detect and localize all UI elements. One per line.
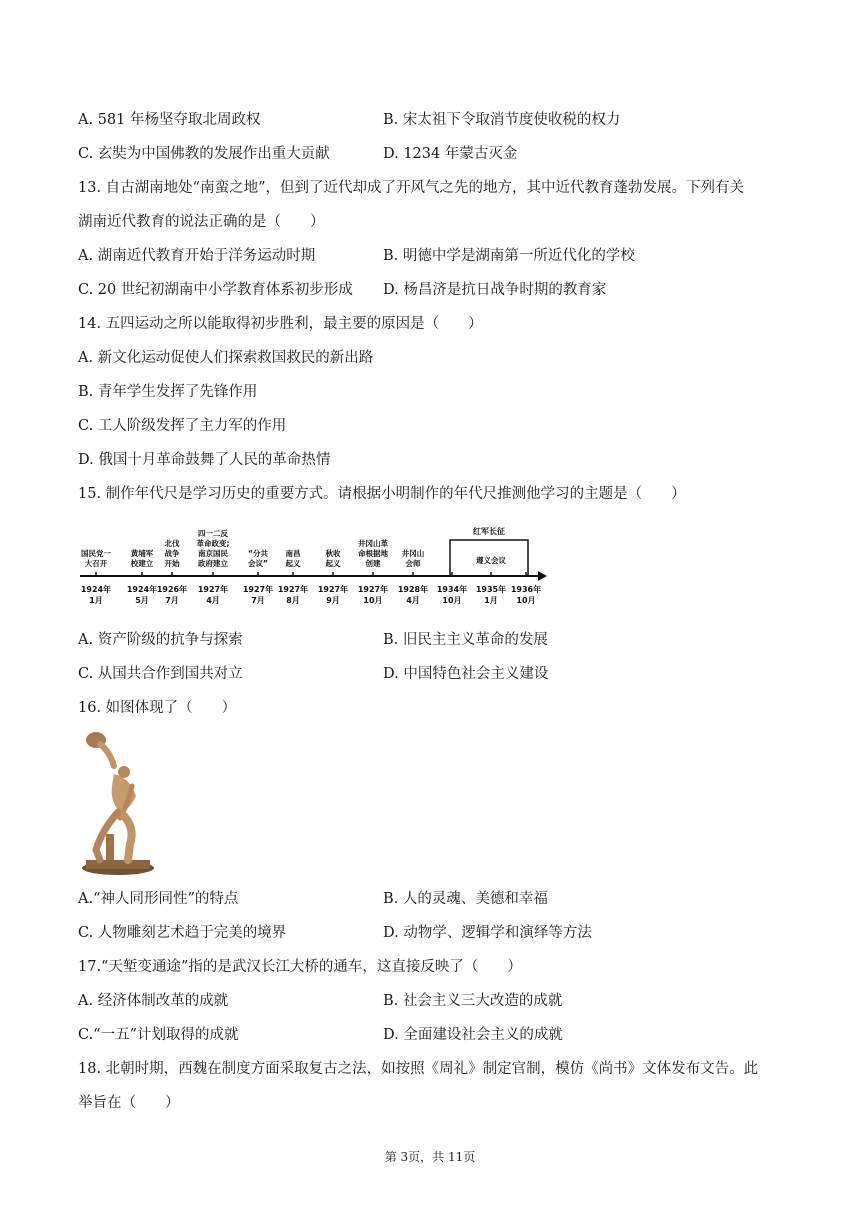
timeline-date-label: 8月 <box>286 596 300 605</box>
text-line-q16b: B. 人的灵魂、美德和幸福 <box>383 891 548 907</box>
timeline-event-label: 大召开 <box>84 559 108 568</box>
timeline-event-label: “分共 <box>248 549 268 558</box>
timeline-event-label: 国民党一 <box>81 549 111 558</box>
text-line-q14a: A. 新文化运动促使人们探索救国救民的新出路 <box>78 350 374 366</box>
timeline-date-label: 1928年 <box>397 585 429 594</box>
text-line-q13oA: A. 湖南近代教育开始于洋务运动时期 <box>78 248 316 264</box>
timeline-date-label: 10月 <box>442 596 462 605</box>
timeline-event-label: 遵义会议 <box>476 556 506 565</box>
text-line-q17b: B. 社会主义三大改造的成就 <box>383 993 563 1009</box>
timeline-date-label: 4月 <box>206 596 220 605</box>
timeline-date-label: 9月 <box>326 596 340 605</box>
text-line-q12d: D. 1234 年蒙古灭金 <box>383 146 518 162</box>
timeline-date-label: 1936年 <box>510 585 542 594</box>
text-line-q14: 14. 五四运动之所以能取得初步胜利，最主要的原因是（ ） <box>78 316 483 332</box>
timeline-date-label: 1924年 <box>126 585 158 594</box>
text-line-q14c: C. 工人阶级发挥了主力军的作用 <box>78 418 287 434</box>
timeline-date-label: 1927年 <box>357 585 389 594</box>
timeline-event-label: 会师 <box>405 559 421 568</box>
timeline-figure <box>80 512 550 617</box>
timeline-date-label: 7月 <box>251 596 265 605</box>
timeline-date-label: 7月 <box>165 596 179 605</box>
timeline-date-label: 1934年 <box>436 585 468 594</box>
timeline-event-label: 创建 <box>365 559 381 568</box>
text-line-q17c: C.“一五”计划取得的成就 <box>78 1027 239 1043</box>
timeline-date-label: 1924年 <box>80 585 112 594</box>
text-line-q13oB: B. 明德中学是湖南第一所近代化的学校 <box>383 248 635 264</box>
text-line-q15c: C. 从国共合作到国共对立 <box>78 666 243 682</box>
text-line-q15b: B. 旧民主主义革命的发展 <box>383 632 548 648</box>
timeline-date-label: 1927年 <box>242 585 274 594</box>
text-line-q13b: 湖南近代教育的说法正确的是（ ） <box>78 214 325 230</box>
timeline-date-label: 1927年 <box>197 585 229 594</box>
long-march-label: 红军长征 <box>473 527 505 536</box>
timeline-event-label: 开始 <box>164 559 180 568</box>
timeline-date-label: 1935年 <box>475 585 507 594</box>
timeline-event-label: 南昌 <box>285 549 301 558</box>
timeline-date-label: 5月 <box>135 596 149 605</box>
timeline-date-label: 1927年 <box>277 585 309 594</box>
text-line-q13oC: C. 20 世纪初湖南中小学教育体系初步形成 <box>78 282 353 298</box>
timeline-event-label: 校建立 <box>130 559 154 568</box>
timeline-date-label: 1月 <box>484 596 498 605</box>
timeline-date-label: 1926年 <box>156 585 188 594</box>
timeline-event-label: 命根据地 <box>358 549 388 558</box>
text-line-q12c: C. 玄奘为中国佛教的发展作出重大贡献 <box>78 146 330 162</box>
text-line-q16c: C. 人物雕刻艺术趋于完美的境界 <box>78 925 287 941</box>
text-line-q18a: 18. 北朝时期，西魏在制度方面采取复古之法，如按照《周礼》制定官制，模仿《尚书》文体发布文告。此 <box>78 1061 759 1077</box>
text-line-q14b: B. 青年学生发挥了先锋作用 <box>78 384 258 400</box>
text-line-q15a: A. 资产阶级的抗争与探索 <box>78 632 243 648</box>
text-line-q13a: 13. 自古湖南地处“南蛮之地”，但到了近代却成了开风气之先的地方，其中近代教育蓬勃发展。下列有关 <box>78 180 744 196</box>
timeline-event-label: 战争 <box>164 549 180 558</box>
timeline-date-label: 1月 <box>89 596 103 605</box>
timeline-event-label: 四一二反 <box>198 529 228 538</box>
text-line-q17d: D. 全面建设社会主义的成就 <box>383 1027 563 1043</box>
timeline-date-label: 1927年 <box>317 585 349 594</box>
timeline-date-label: 10月 <box>363 596 383 605</box>
timeline-event-label: 北伐 <box>164 539 180 548</box>
text-line-q17a: A. 经济体制改革的成就 <box>78 993 229 1009</box>
text-line-q18b: 举旨在（ ） <box>78 1095 180 1111</box>
discus-thrower-statue-image <box>80 722 158 878</box>
timeline-event-label: 革命政变; <box>196 539 230 548</box>
text-line-q15d: D. 中国特色社会主义建设 <box>383 666 549 682</box>
text-line-q17: 17.“天堑变通途”指的是武汉长江大桥的通车，这直接反映了（ ） <box>78 959 522 975</box>
timeline-arrow <box>538 571 547 581</box>
text-line-q16d: D. 动物学、逻辑学和演绎等方法 <box>383 925 592 941</box>
text-line-q15: 15. 制作年代尺是学习历史的重要方式。请根据小明制作的年代尺推测他学习的主题是（ ） <box>78 486 686 502</box>
timeline-event-label: 起义 <box>285 559 301 568</box>
timeline-event-label: 起义 <box>325 559 341 568</box>
timeline-event-label: 井冈山 <box>401 549 425 558</box>
timeline-event-label: 井冈山革 <box>358 539 388 548</box>
timeline-date-label: 4月 <box>406 596 420 605</box>
page-footer: 第 3页，共 11页 <box>384 1150 476 1164</box>
text-line-q14d: D. 俄国十月革命鼓舞了人民的革命热情 <box>78 452 331 468</box>
text-line-q12b: B. 宋太祖下令取消节度使收税的权力 <box>383 112 621 128</box>
timeline-event-label: 黄埔军 <box>130 549 154 558</box>
text-line-q16a: A.“神人同形同性”的特点 <box>78 891 239 907</box>
timeline-event-label: 会议” <box>248 559 268 568</box>
timeline-event-label: 南京国民 <box>198 549 228 558</box>
timeline-event-label: 秋收 <box>325 549 341 558</box>
text-line-q12a: A. 581 年杨坚夺取北周政权 <box>78 112 261 128</box>
timeline-date-label: 10月 <box>516 596 536 605</box>
text-line-q16: 16. 如图体现了（ ） <box>78 700 237 716</box>
text-line-q13oD: D. 杨昌济是抗日战争时期的教育家 <box>383 282 607 298</box>
timeline-event-label: 政府建立 <box>198 559 228 568</box>
